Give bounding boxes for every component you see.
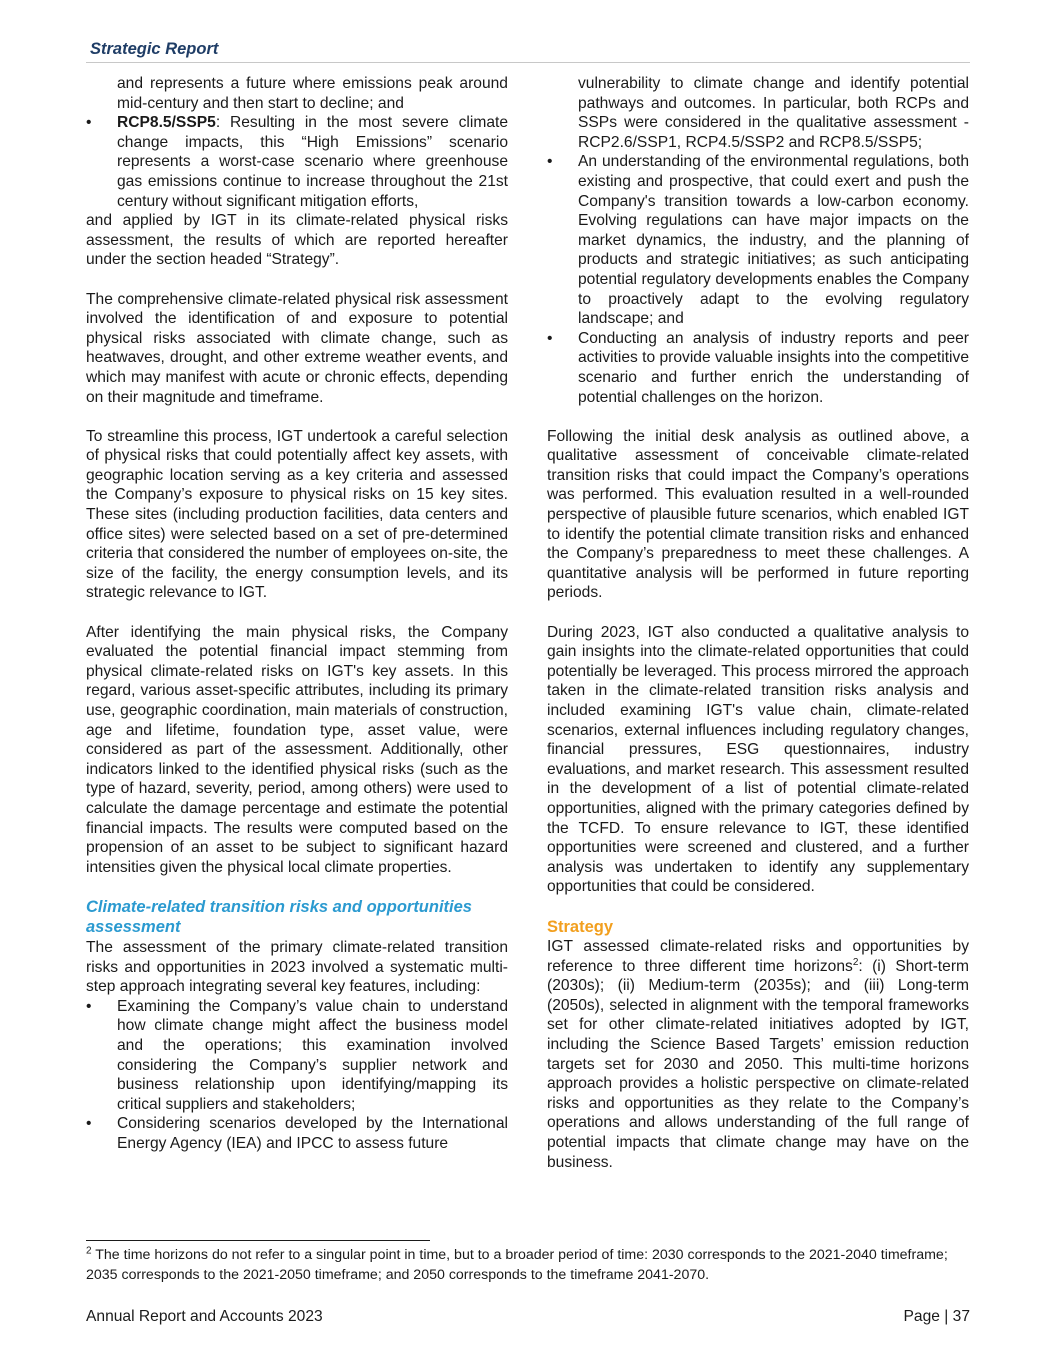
footnote-text: The time horizons do not refer to a singular point in time, but to a broader period of time: 2030 corresponds to the 2021-2040 timeframe; 2035 corresponds to the 2021-2050 timeframe; and 2050 corresponds to the timeframe 2041-2070.: [86, 1247, 948, 1283]
bullet-marker: •: [547, 329, 553, 347]
paragraph-opportunities: During 2023, IGT also conducted a qualitative analysis to gain insights into the climate-related opportunities that could potentially be leveraged. This process mirrored the approach taken in the climate-related transition risks analysis and included examining IGT's value chain, climate-related scenarios, external influences including regulatory changes, financial pressures, ESG questionnaires, industry evaluations, and market research. This assessment resulted in the development of a list of potential climate-related opportunities, aligned with the primary categories defined by the TCFD. To ensure relevance to IGT, these identified opportunities were screened and clustered, and a further analysis was undertaken to identify any supplementary opportunities that could be considered.: [547, 623, 969, 896]
scenarios-continuation: vulnerability to climate change and identify potential pathways and outcomes. In particular, both RCPs and SSPs were considered in the qualitative assessment - RCP2.6/SSP1, RCP4.5/SSP2 and RCP8.5/SSP5;: [578, 75, 969, 151]
footnote-reference[interactable]: 2: [852, 956, 859, 968]
bullet-marker: •: [86, 997, 92, 1015]
bullet-scenarios: [86, 1114, 508, 1153]
paragraph-applied: and applied by IGT in its climate-related physical risks assessment, the results of which are reported hereafter under the section headed “Strategy”.: [86, 212, 508, 269]
left-column: [86, 74, 508, 1153]
paragraph-time-horizons: [547, 937, 969, 1172]
time-horizons-text-b: : (i) Short-term (2030s); (ii) Medium-term (2035s); and (iii) Long-term (2050s), selected in alignment with the temporal frameworks set for other climate-related initiatives adopted by IGT, including the Science Based Targets’ emission reduction targets set for 2030 and 2050. This multi-time horizons approach provides a holistic perspective on climate-related risks and opportunities as they relate to the Company’s operations and allows understanding of the full range of potential impacts that climate change may have on the business.: [547, 957, 969, 1171]
bullet-value-chain: [86, 997, 508, 1115]
bullet-marker: •: [86, 1115, 92, 1133]
paragraph-key-sites: To streamline this process, IGT undertook a careful selection of physical risks that could potentially affect key assets, with geographic location serving as a key criteria and assessed the Company’s exposure to physical risks on 15 key sites. These sites (including production facilities, data centers and office sites) were selected based on a set of pre-determined criteria that considered the number of employees on-site, the size of the facility, the energy consumption levels, and its strategic relevance to IGT.: [86, 427, 508, 602]
bullet-regulations-text: An understanding of the environmental regulations, both existing and prospective, that could exert and push the Company's transition towards a low-carbon economy. Evolving regulations can have major impacts on the market dynamics, the industry, and the planning of products and strategic initiatives; as such anticipating potential regulatory developments enables the Company to proactively adapt to the evolving regulatory landscape; and: [578, 153, 969, 328]
footer-page-number: Page | 37: [903, 1308, 970, 1325]
bullet-marker: •: [86, 114, 92, 132]
footnote-marker: 2: [86, 1245, 92, 1257]
scenario-continuation: and represents a future where emissions peak around mid-century and then start to decline; and: [117, 75, 508, 112]
bullet-regulations: [547, 152, 969, 328]
footnote-divider: [86, 1240, 430, 1241]
subheading-strategy: Strategy: [547, 917, 614, 936]
paragraph-assessment-intro: The assessment of the primary climate-related transition risks and opportunities in 2023 involved a systematic multi-step approach integrating several key features, including:: [86, 938, 508, 996]
subheading-transition-risks: Climate-related transition risks and opportunities assessment: [86, 897, 472, 937]
bullet-rcp85-label: RCP8.5/SSP5: [117, 114, 216, 132]
bullet-value-chain-text: Examining the Company’s value chain to understand how climate change might affect the business model and the operations; this examination involved considering the Company’s supplier network and business relationship upon identifying/mapping its critical suppliers and stakeholders;: [117, 997, 508, 1113]
paragraph-physical-risk: The comprehensive climate-related physical risk assessment involved the identification of and exposure to potential physical risks associated with climate change, such as heatwaves, drought, and other extreme weather events, and which may manifest with acute or chronic effects, depending on their magnitude and timeframe.: [86, 290, 508, 406]
right-column: [547, 74, 969, 1172]
footer-report-title: Annual Report and Accounts 2023: [86, 1308, 323, 1325]
bullet-industry-reports: [547, 329, 969, 407]
header-divider: [86, 62, 970, 63]
bullet-rcp85: [86, 113, 508, 211]
paragraph-financial-impact: After identifying the main physical risks, the Company evaluated the potential financial impact stemming from physical climate-related risks on IGT's key assets. In this regard, various asset-specific attributes, including its primary use, geographic coordination, main materials of construction, age and lifetime, foundation type, asset value, were considered as part of the assessment. Additionally, other indicators linked to the identified physical risks (such as the type of hazard, severity, period, among others) were used to calculate the damage percentage and estimate the potential financial impacts. The results were computed based on the propension of an asset to be subject to significant hazard intensities given the physical local climate properties.: [86, 623, 508, 876]
bullet-industry-reports-text: Conducting an analysis of industry reports and peer activities to provide valuable insights into the competitive scenario and further enrich the understanding of potential challenges on the horizon.: [578, 329, 969, 406]
paragraph-desk-analysis: Following the initial desk analysis as outlined above, a qualitative assessment of conceivable climate-related transition risks that could impact the Company’s operations was performed. This evaluation resulted in a well-rounded perspective of plausible future scenarios, which enabled IGT to identify the potential climate transition risks and enhanced the Company’s preparedness to meet these challenges. A quantitative analysis will be performed in future reporting periods.: [547, 427, 969, 602]
bullet-scenarios-text: Considering scenarios developed by the International Energy Agency (IEA) and IPCC to assess future: [117, 1115, 508, 1152]
bullet-marker: •: [547, 153, 553, 171]
footnote: [86, 1246, 970, 1285]
section-header-title: Strategic Report: [90, 40, 219, 58]
time-horizons-text-a: IGT assessed climate-related risks and opportunities by reference to three different time horizons: [547, 938, 969, 975]
bullet-rcp85-text: : Resulting in the most severe climate change impacts, this “High Emissions” scenario represents a worst-case scenario where greenhouse gas emissions continue to increase throughout the 21st century without significant mitigation efforts,: [117, 114, 508, 210]
